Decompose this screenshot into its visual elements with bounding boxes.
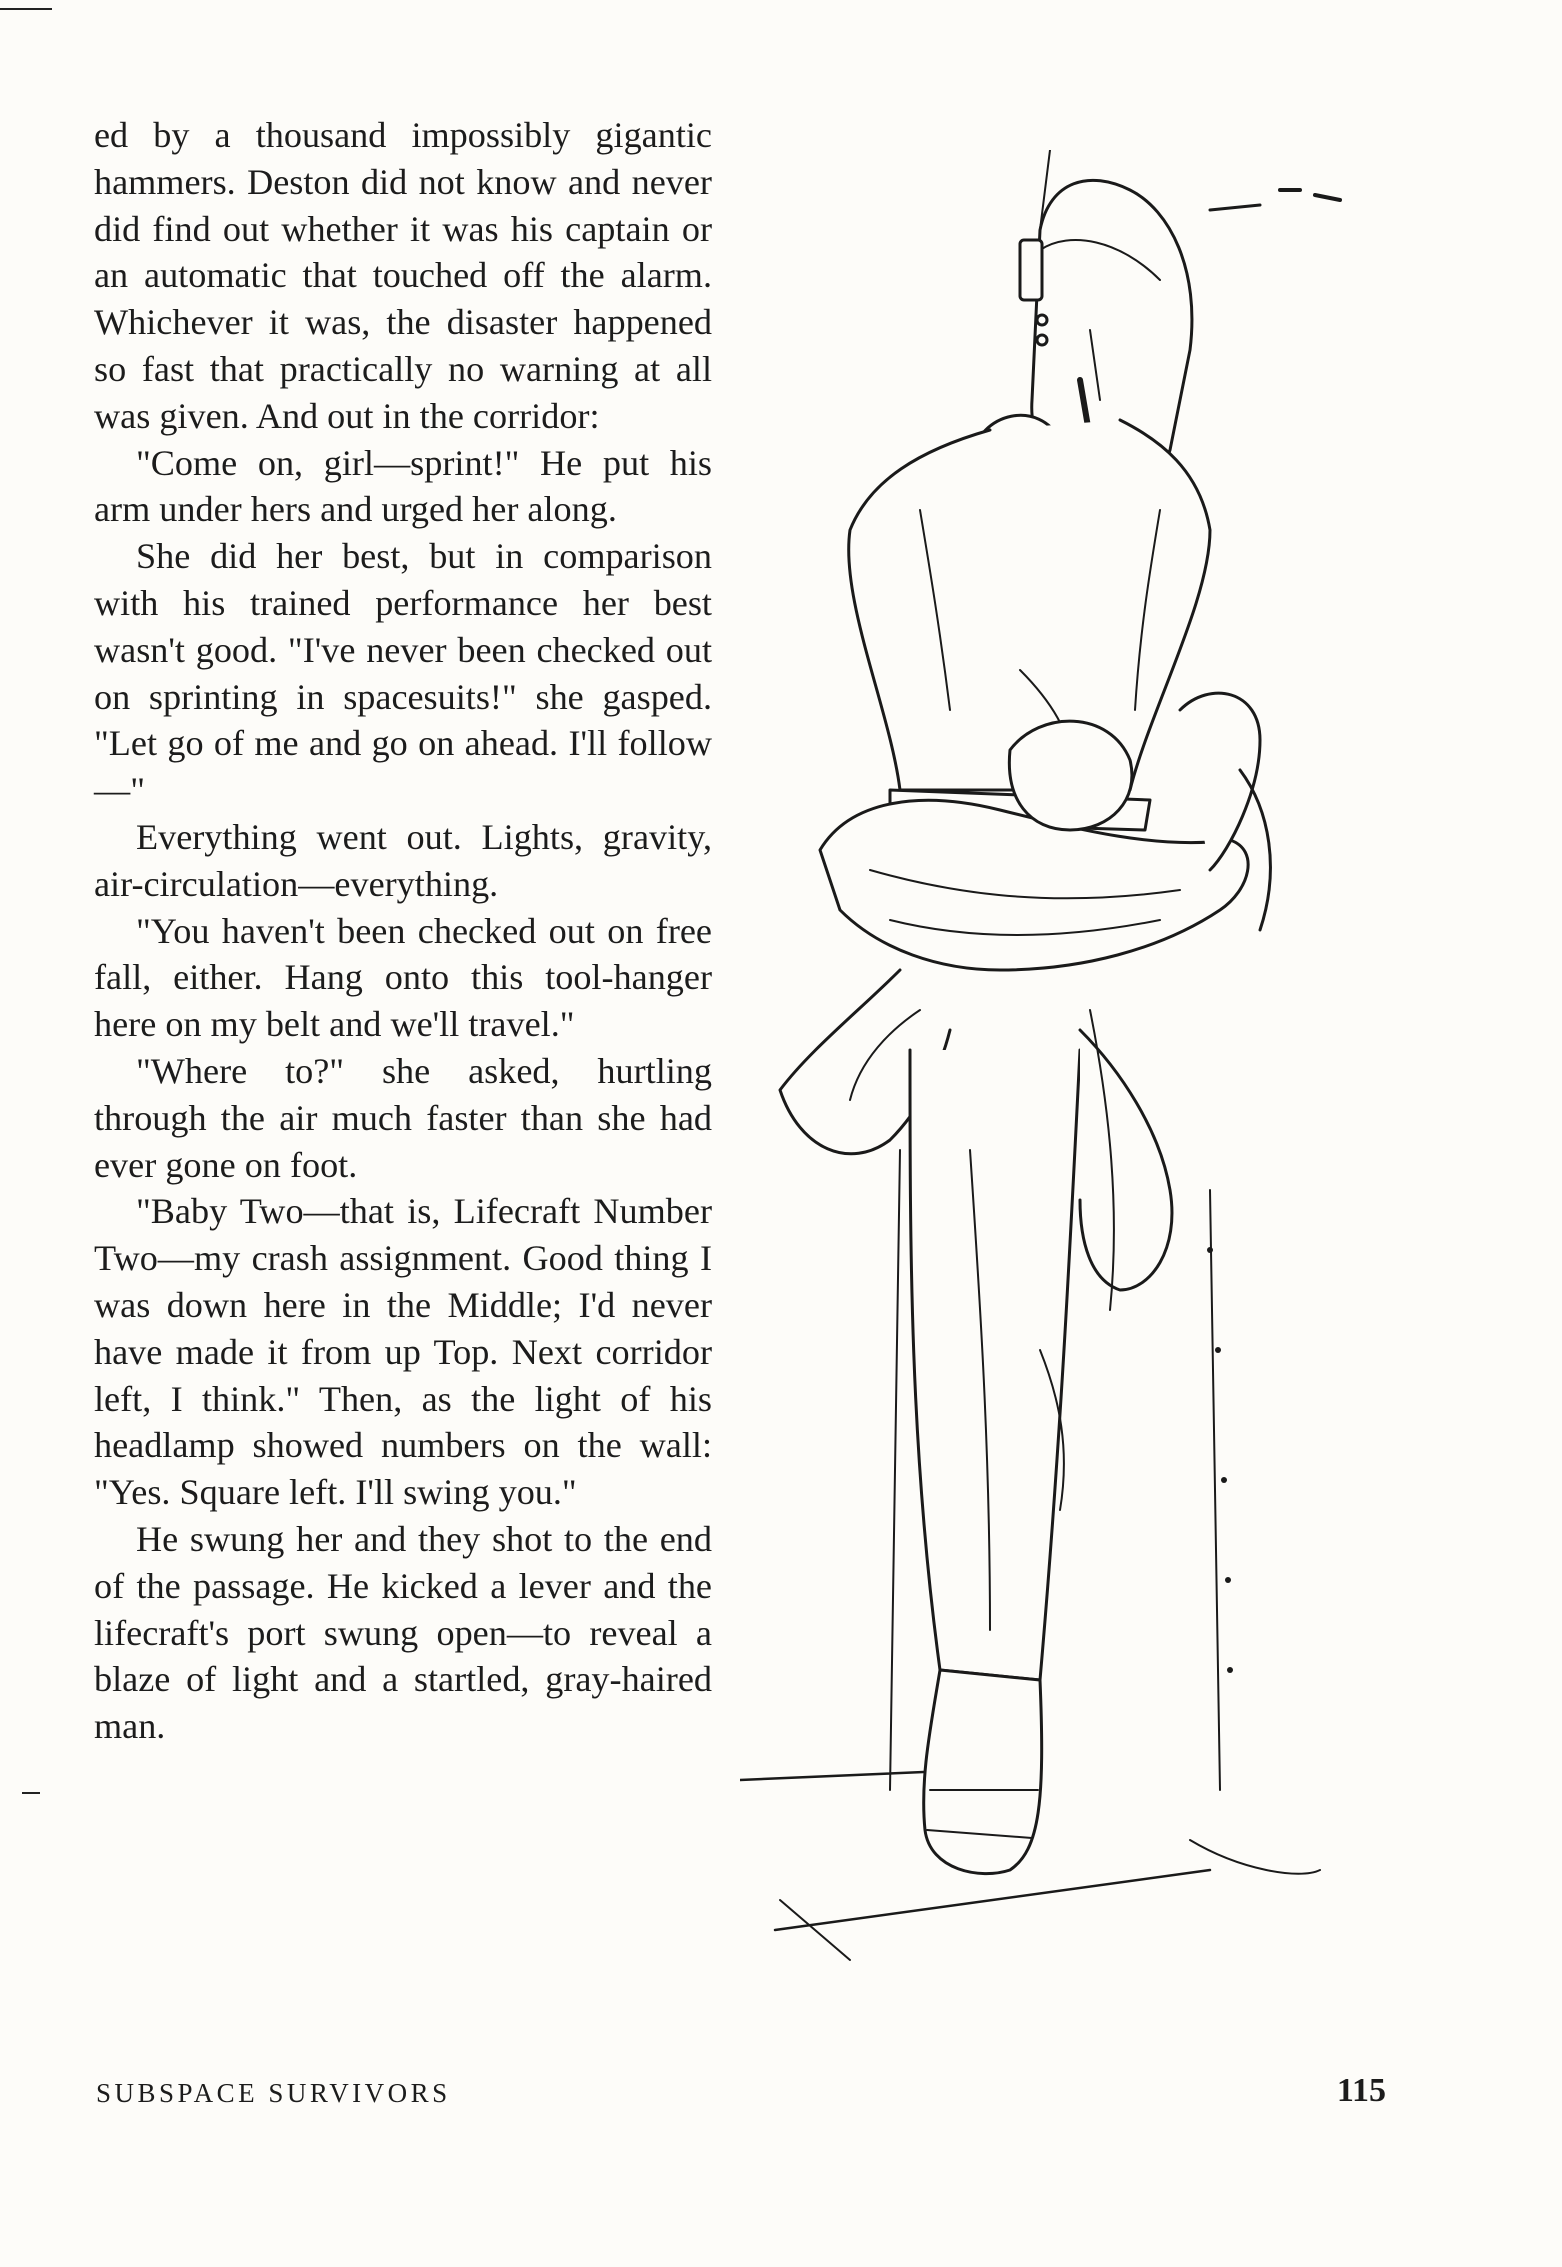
- body-text: [94, 112, 712, 1750]
- paragraph-1: ed by a thousand impossibly gigantic hammers. Deston did not know and never did find out whether it was his captain or an automatic that touched off the alarm. Whichever it was, the disaster happened so fast that practically no warning at all was given. And out in the corridor:: [94, 115, 712, 436]
- paragraph-8: He swung her and they shot to the end of the passage. He kicked a lever and the lifecraft's port swung open—to reveal a blaze of light and a startled, gray-haired man.: [94, 1518, 712, 1747]
- margin-mark: [22, 1792, 40, 1794]
- paragraph-6: "Where to?" she asked, hurtling through the air much faster than she had ever gone on foot.: [94, 1050, 712, 1185]
- page-footer: [96, 2072, 1386, 2122]
- paragraph-2: "Come on, girl—sprint!" He put his arm under hers and urged her along.: [94, 442, 712, 530]
- spacesuited-man-carrying-woman-icon: [740, 150, 1440, 2030]
- paragraph-7: "Baby Two—that is, Lifecraft Number Two—my crash assignment. Good thing I was down here in the Middle; I'd never have made it from up Top. Next corridor left, I think." Then, as the light of his headlamp showed numbers on the wall: "Yes. Square left. I'll swing you.": [94, 1191, 712, 1513]
- top-rule: [0, 8, 52, 10]
- page-number: 115: [1336, 2072, 1386, 2109]
- paragraph-4: Everything went out. Lights, gravity, air-circulation—everything.: [94, 816, 712, 904]
- paragraph-5: "You haven't been checked out on free fall, either. Hang onto this tool-hanger here on my belt and we'll travel.": [94, 910, 712, 1045]
- running-title: SUBSPACE SURVIVORS: [96, 2078, 451, 2108]
- paragraph-3: She did her best, but in comparison with his trained performance her best wasn't good. "I've never been checked out on sprinting in spacesuits!" she gasped. "Let go of me and go on ahead. I'll follow—": [94, 536, 712, 811]
